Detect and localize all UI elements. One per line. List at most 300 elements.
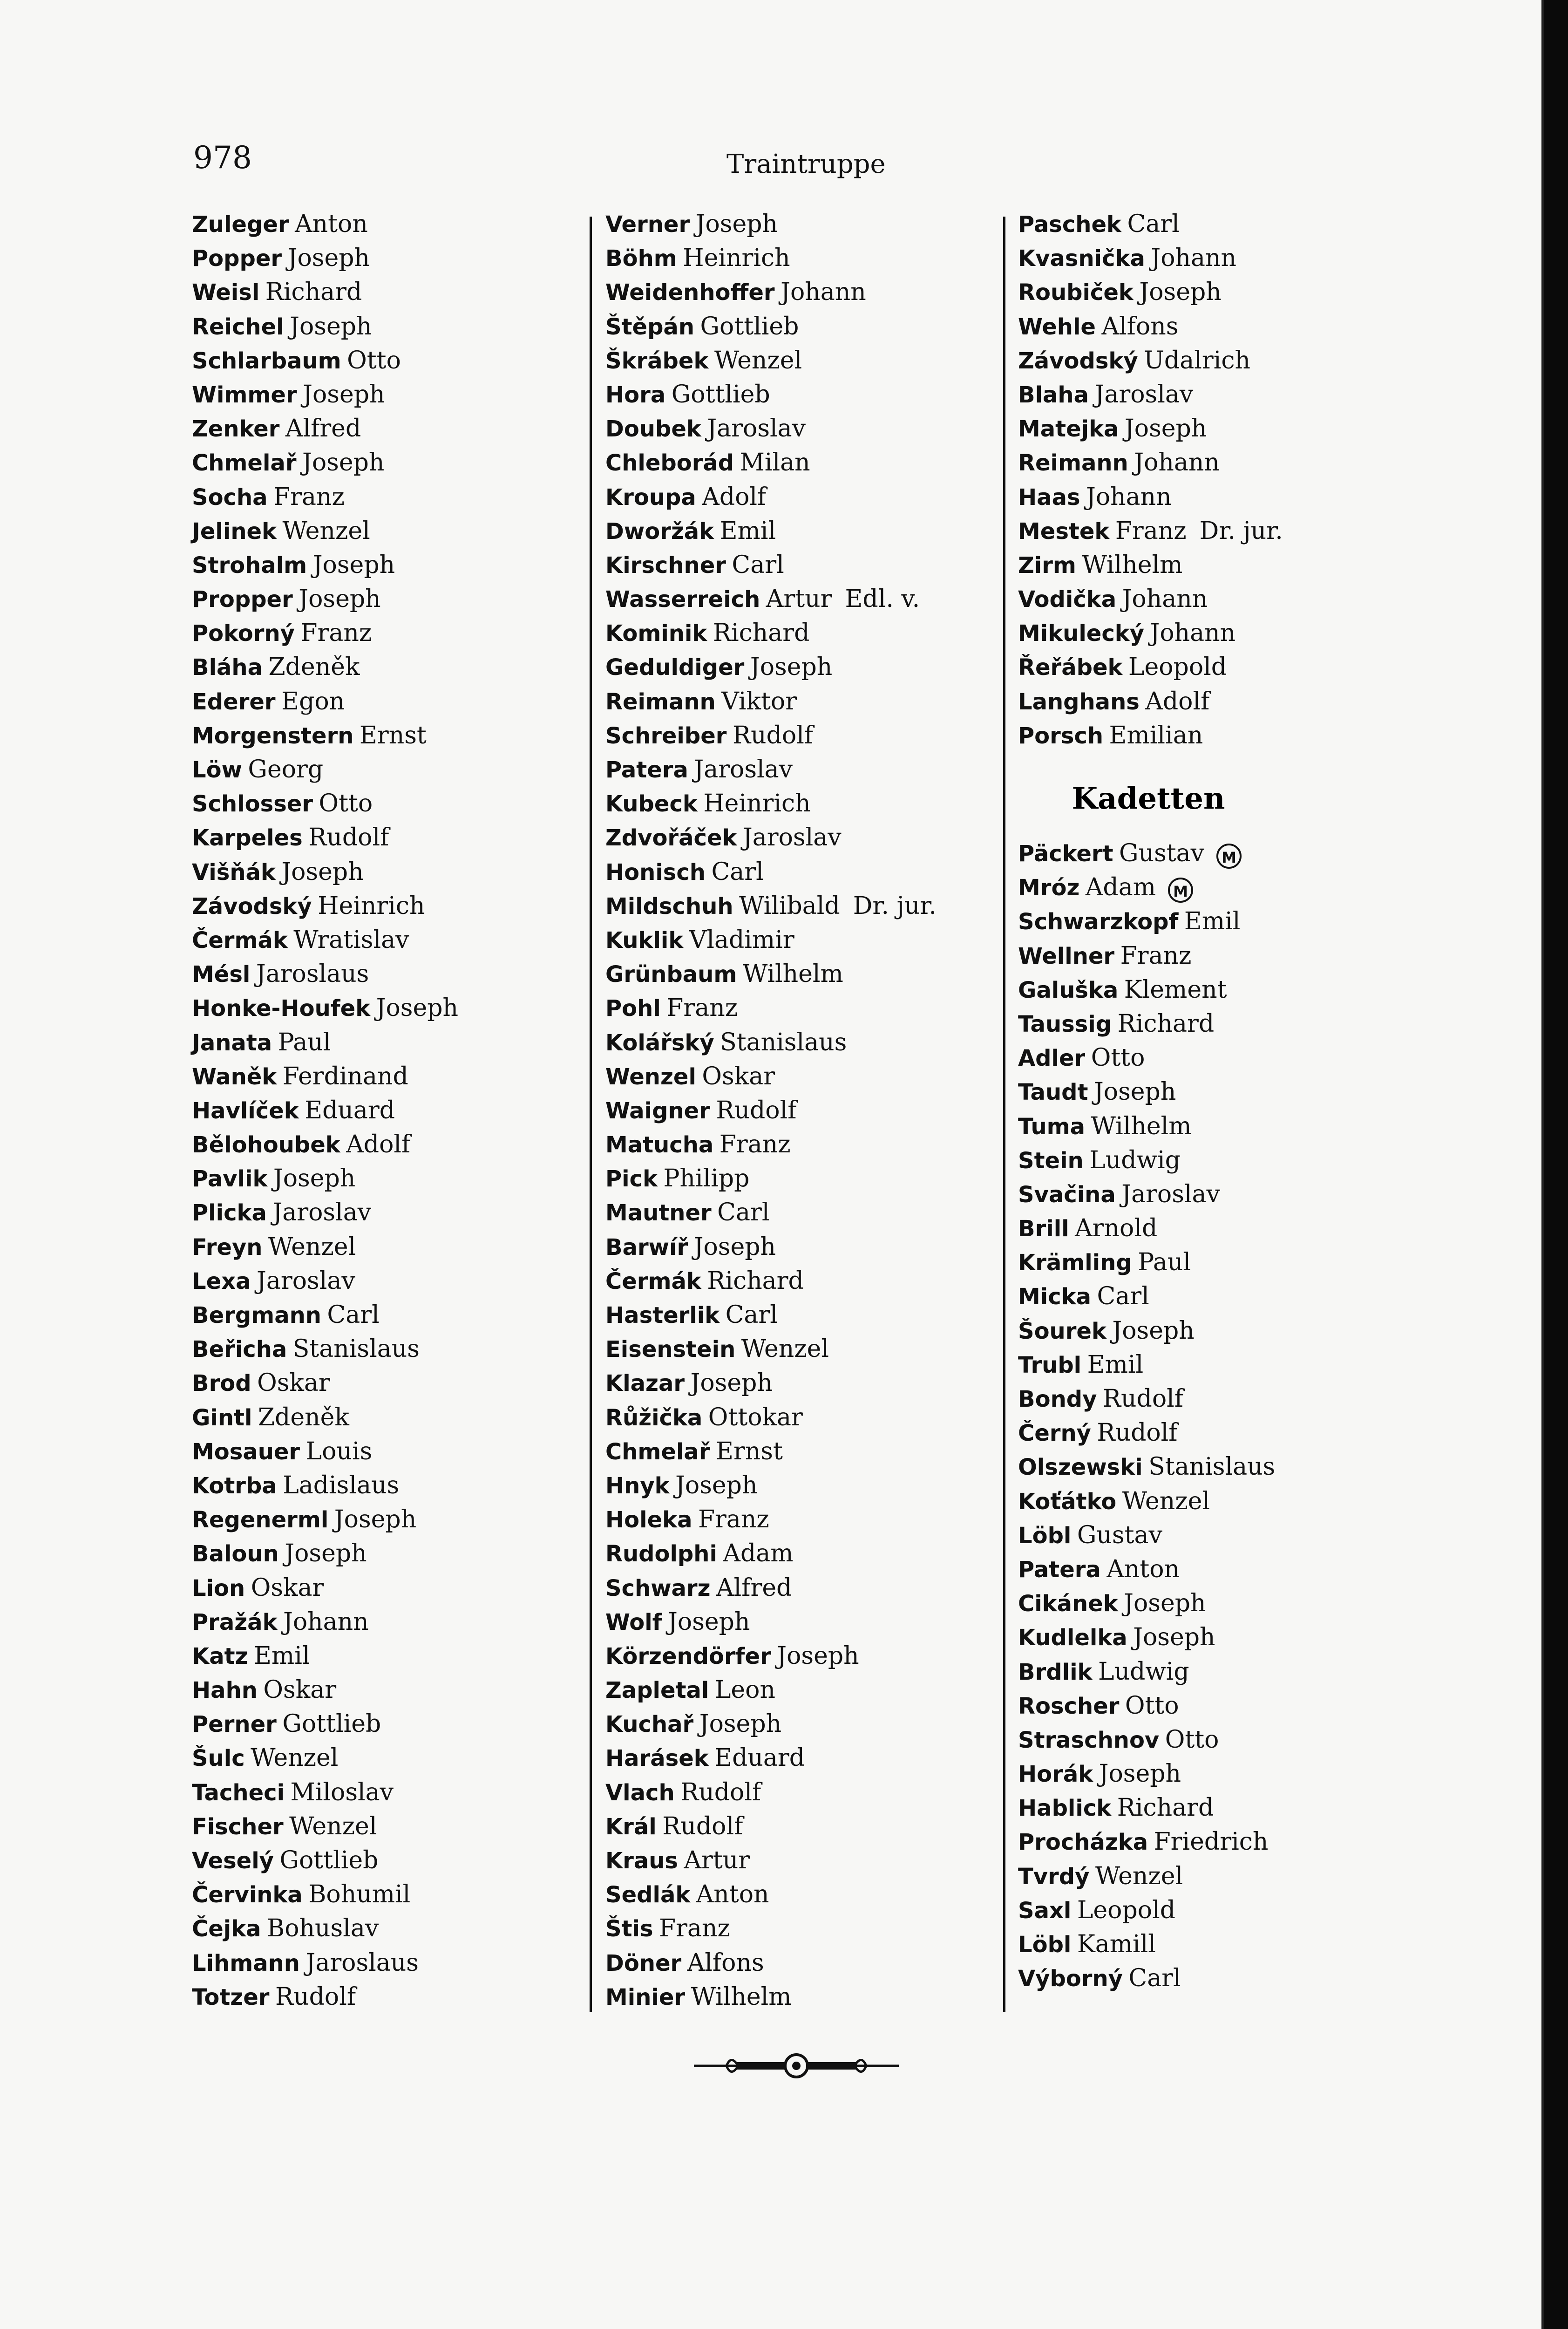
surname: Havlíček <box>192 1097 299 1124</box>
surname: Kvasnička <box>1018 245 1145 272</box>
surname: Waigner <box>605 1097 710 1124</box>
given-name: Ernst <box>359 721 427 749</box>
given-name: Joseph <box>777 1641 859 1670</box>
name-entry <box>192 719 564 753</box>
surname: Haas <box>1018 484 1080 511</box>
given-name: Joseph <box>1093 1078 1176 1106</box>
surname: Svačina <box>1018 1181 1116 1208</box>
name-entry <box>605 1128 992 1162</box>
surname: Kudlelka <box>1018 1625 1127 1651</box>
name-entry <box>605 1230 992 1264</box>
surname: Chleborád <box>605 450 734 477</box>
name-entry <box>605 1571 992 1605</box>
name-entry <box>605 1844 992 1878</box>
name-entry <box>1018 1110 1437 1144</box>
surname: Langhans <box>1018 688 1140 715</box>
name-entry <box>192 1162 564 1196</box>
section-heading: Kadetten <box>1072 781 1225 816</box>
name-entry <box>192 1707 564 1741</box>
name-entry <box>605 1026 992 1060</box>
given-name: Rudolf <box>1097 1419 1178 1447</box>
given-name: Udalrich <box>1144 346 1250 375</box>
surname: Grünbaum <box>605 961 737 988</box>
surname: Wehle <box>1018 313 1096 340</box>
surname: Stein <box>1018 1147 1084 1174</box>
given-name: Joseph <box>303 380 385 409</box>
given-name: Ladislaus <box>283 1471 400 1499</box>
name-entry <box>605 1264 992 1298</box>
given-name: Joseph <box>376 994 458 1022</box>
surname: Schreiber <box>605 722 727 749</box>
given-name: Joseph <box>285 1539 367 1568</box>
name-entry <box>192 1230 564 1264</box>
given-name: Kamill <box>1077 1930 1156 1958</box>
name-entry <box>192 685 564 719</box>
given-name: Gustav <box>1119 839 1205 867</box>
given-name: Philipp <box>663 1164 750 1193</box>
surname: Zenker <box>192 416 280 443</box>
given-name: Otto <box>1091 1044 1145 1072</box>
surname: Mestek <box>1018 518 1110 545</box>
surname: Hablick <box>1018 1795 1112 1822</box>
title-suffix: Dr. jur. <box>1199 517 1283 545</box>
surname: Böhm <box>605 245 677 272</box>
given-name: Carl <box>327 1301 380 1329</box>
name-entry <box>192 1060 564 1094</box>
surname: Blaha <box>1018 381 1089 408</box>
surname: Matejka <box>1018 416 1119 443</box>
surname: Porsch <box>1018 722 1104 749</box>
given-name: Leopold <box>1128 653 1227 681</box>
surname: Hnyk <box>605 1472 670 1499</box>
name-entry <box>1018 1450 1437 1484</box>
given-name: Anton <box>696 1880 769 1909</box>
given-name: Rudolf <box>680 1778 761 1806</box>
given-name: Joseph <box>1133 1623 1215 1652</box>
given-name: Otto <box>347 346 401 375</box>
given-name: Wenzel <box>741 1335 829 1363</box>
given-name: Wilibald <box>739 892 840 920</box>
given-name: Wenzel <box>282 517 370 545</box>
given-name: Artur <box>684 1846 750 1874</box>
given-name: Oskar <box>251 1573 324 1602</box>
surname: Červinka <box>192 1882 303 1908</box>
surname: Chmelař <box>605 1438 710 1465</box>
surname: Plicka <box>192 1200 267 1226</box>
surname: Cikánek <box>1018 1591 1118 1617</box>
surname: Geduldiger <box>605 654 745 681</box>
surname: Micka <box>1018 1284 1091 1310</box>
given-name: Rudolf <box>662 1812 743 1840</box>
name-entry <box>1018 1791 1437 1825</box>
surname: Mikulecký <box>1018 620 1144 647</box>
name-entry <box>605 241 992 275</box>
given-name: Carl <box>725 1301 778 1329</box>
given-name: Eduard <box>714 1744 805 1772</box>
given-name: Rudolf <box>308 824 389 852</box>
name-entry <box>605 1435 992 1469</box>
given-name: Franz <box>719 1130 791 1159</box>
given-name: Richard <box>1117 1009 1215 1038</box>
name-entry <box>1018 582 1437 616</box>
surname: Löbl <box>1018 1932 1072 1958</box>
surname: Chmelař <box>192 450 297 477</box>
given-name: Joseph <box>1112 1316 1195 1345</box>
name-entry <box>605 1741 992 1775</box>
name-entry <box>1018 1280 1437 1314</box>
given-name: Joseph <box>668 1607 750 1636</box>
given-name: Franz <box>659 1914 730 1943</box>
name-entry <box>1018 1927 1437 1961</box>
given-name: Otto <box>1125 1691 1179 1720</box>
given-name: Wenzel <box>251 1744 339 1772</box>
name-column-2 <box>605 207 992 2014</box>
given-name: Johann <box>781 278 866 306</box>
name-entry <box>1018 1007 1437 1041</box>
name-entry <box>192 1571 564 1605</box>
given-name: Wenzel <box>714 346 802 375</box>
surname: Pavlik <box>192 1166 268 1192</box>
given-name: Ottokar <box>708 1403 803 1431</box>
given-name: Alfons <box>687 1948 764 1977</box>
name-entry <box>1018 719 1437 753</box>
surname: Kominik <box>605 620 707 647</box>
name-entry <box>605 991 992 1025</box>
name-entry <box>192 514 564 548</box>
name-entry <box>605 480 992 514</box>
surname: Wasserreich <box>605 586 760 613</box>
name-entry <box>605 1401 992 1435</box>
given-name: Johann <box>1122 585 1208 613</box>
given-name: Franz <box>1120 941 1192 970</box>
surname: Schlarbaum <box>192 347 341 374</box>
surname: Baloun <box>192 1541 279 1567</box>
surname: Horák <box>1018 1761 1093 1788</box>
given-name: Stanislaus <box>720 1028 847 1056</box>
surname: Zdvořáček <box>605 825 737 851</box>
given-name: Franz <box>300 619 372 647</box>
name-entry <box>1018 480 1437 514</box>
page-number: 978 <box>193 140 252 176</box>
name-entry <box>605 1946 992 1980</box>
name-entry <box>1018 1212 1437 1246</box>
name-entry <box>605 855 992 889</box>
given-name: Egon <box>281 687 345 715</box>
surname: Závodský <box>192 893 312 919</box>
given-name: Joseph <box>299 585 381 613</box>
name-entry <box>1018 1485 1437 1519</box>
given-name: Heinrich <box>683 244 790 272</box>
name-entry <box>192 548 564 582</box>
given-name: Georg <box>248 756 324 783</box>
given-name: Adam <box>723 1539 794 1568</box>
name-entry <box>192 1298 564 1332</box>
surname: Karpeles <box>192 825 303 851</box>
surname: Krämling <box>1018 1250 1132 1276</box>
surname: Päckert <box>1018 841 1113 867</box>
name-entry <box>1018 1553 1437 1587</box>
given-name: Joseph <box>690 1369 773 1397</box>
given-name: Alfred <box>285 415 361 443</box>
surname: Perner <box>192 1711 277 1738</box>
given-name: Joseph <box>693 1233 776 1261</box>
given-name: Jaroslaus <box>305 1948 419 1977</box>
name-entry <box>192 480 564 514</box>
surname: Holeka <box>605 1507 692 1533</box>
circled-m-icon: M <box>1168 878 1193 903</box>
given-name: Joseph <box>287 244 370 272</box>
name-entry <box>605 1605 992 1639</box>
name-entry <box>605 1776 992 1810</box>
name-entry <box>192 582 564 616</box>
name-entry <box>1018 939 1437 973</box>
name-entry <box>192 1980 564 2014</box>
surname: Zuleger <box>192 211 289 238</box>
given-name: Otto <box>1165 1725 1219 1754</box>
name-entry <box>192 991 564 1025</box>
name-entry <box>605 582 992 616</box>
surname: Galuška <box>1018 977 1119 1003</box>
surname: Lexa <box>192 1268 251 1294</box>
surname: Reichel <box>192 313 284 340</box>
given-name: Miloslav <box>290 1778 394 1806</box>
name-entry <box>192 1264 564 1298</box>
surname: Strohalm <box>192 552 307 579</box>
name-entry <box>1018 446 1437 480</box>
name-entry <box>1018 1825 1437 1859</box>
given-name: Wilhelm <box>1082 551 1183 579</box>
given-name: Emil <box>1184 907 1241 936</box>
title-suffix: Edl. v. <box>845 585 920 613</box>
name-entry <box>605 275 992 309</box>
given-name: Leon <box>714 1676 775 1704</box>
circled-m-icon: M <box>1216 844 1242 869</box>
surname: Vlach <box>605 1779 675 1806</box>
given-name: Friedrich <box>1154 1828 1269 1856</box>
surname: Katz <box>192 1643 248 1669</box>
given-name: Ludwig <box>1098 1657 1189 1686</box>
name-entry <box>605 889 992 923</box>
surname: Hora <box>605 381 666 408</box>
given-name: Joseph <box>302 449 385 477</box>
given-name: Wenzel <box>268 1233 356 1261</box>
given-name: Johann <box>1151 244 1236 272</box>
surname: Roscher <box>1018 1693 1120 1719</box>
surname: Tvrdý <box>1018 1863 1090 1890</box>
surname: Lihmann <box>192 1950 300 1976</box>
given-name: Johann <box>283 1607 369 1636</box>
name-entry <box>192 1366 564 1400</box>
given-name: Alfred <box>716 1573 792 1602</box>
given-name: Carl <box>732 551 784 579</box>
name-entry <box>192 1844 564 1878</box>
given-name: Richard <box>707 1267 804 1295</box>
name-entry <box>192 1026 564 1060</box>
surname: Paschek <box>1018 211 1121 238</box>
surname: Klazar <box>605 1370 685 1397</box>
surname: Růžička <box>605 1404 703 1431</box>
surname: Sedlák <box>605 1882 691 1908</box>
given-name: Joseph <box>290 312 372 340</box>
surname: Schlosser <box>192 791 313 817</box>
name-entry <box>605 1878 992 1912</box>
name-entry <box>605 1912 992 1946</box>
name-entry <box>1018 310 1437 344</box>
name-entry <box>192 1503 564 1537</box>
name-entry <box>1018 1348 1437 1382</box>
given-name: Vladimir <box>689 926 794 954</box>
surname: Patera <box>1018 1556 1101 1583</box>
name-entry <box>605 616 992 650</box>
name-entry <box>605 1094 992 1128</box>
given-name: Wilhelm <box>1091 1112 1192 1140</box>
name-column-1 <box>192 207 564 2014</box>
name-entry <box>192 753 564 787</box>
given-name: Joseph <box>1139 278 1222 306</box>
ornament-divider <box>694 2050 899 2082</box>
name-entry <box>605 344 992 378</box>
surname: Vodička <box>1018 586 1117 613</box>
name-entry <box>1018 1178 1437 1212</box>
surname: Koťátko <box>1018 1488 1117 1515</box>
name-entry <box>605 1673 992 1707</box>
given-name: Eduard <box>305 1096 395 1124</box>
surname: Kroupa <box>605 484 696 511</box>
surname: Brdlik <box>1018 1659 1093 1685</box>
surname: Weisl <box>192 279 260 306</box>
surname: Jelinek <box>192 518 277 545</box>
given-name: Rudolf <box>275 1982 356 2011</box>
surname: Kolářský <box>605 1029 714 1056</box>
given-name: Ferdinand <box>282 1062 408 1090</box>
name-entry <box>192 378 564 412</box>
surname: Višňák <box>192 859 276 885</box>
name-entry <box>605 1298 992 1332</box>
given-name: Franz <box>698 1505 769 1534</box>
given-name: Ludwig <box>1089 1146 1181 1174</box>
surname: Honke-Houfek <box>192 995 371 1022</box>
column-rule <box>1003 217 1005 2012</box>
surname: Kraus <box>605 1848 678 1874</box>
given-name: Joseph <box>1124 1589 1206 1618</box>
given-name: Zdeněk <box>268 653 360 681</box>
given-name: Johann <box>1150 619 1236 647</box>
surname: Král <box>605 1813 657 1840</box>
name-entry <box>192 1912 564 1946</box>
name-entry <box>605 1980 992 2014</box>
surname: Harásek <box>605 1745 709 1772</box>
surname: Döner <box>605 1950 682 1976</box>
surname: Závodský <box>1018 347 1138 374</box>
name-entry <box>192 446 564 480</box>
name-entry <box>605 412 992 446</box>
name-entry <box>192 1401 564 1435</box>
given-name: Johann <box>1086 483 1172 511</box>
surname: Brill <box>1018 1216 1069 1242</box>
given-name: Joseph <box>1124 415 1207 443</box>
surname: Pražák <box>192 1609 278 1635</box>
name-entry <box>1018 1621 1437 1655</box>
name-entry <box>192 412 564 446</box>
name-entry <box>605 1162 992 1196</box>
given-name: Franz <box>666 994 738 1022</box>
surname: Dworžák <box>605 518 714 545</box>
name-entry <box>192 344 564 378</box>
name-entry <box>192 1332 564 1366</box>
surname: Čejka <box>192 1916 261 1942</box>
surname: Matucha <box>605 1132 714 1158</box>
name-entry <box>605 207 992 241</box>
surname: Verner <box>605 211 690 238</box>
name-entry <box>1018 1689 1437 1723</box>
name-entry <box>1018 207 1437 241</box>
name-entry <box>605 1366 992 1400</box>
given-name: Franz <box>1115 517 1187 545</box>
surname: Bláha <box>192 654 263 681</box>
name-entry <box>192 650 564 684</box>
given-name: Wilhelm <box>742 960 843 988</box>
name-entry <box>1018 685 1437 719</box>
surname: Mróz <box>1018 875 1080 901</box>
surname: Bergmann <box>192 1302 321 1328</box>
surname: Procházka <box>1018 1829 1148 1856</box>
name-entry <box>605 1810 992 1844</box>
surname: Hasterlik <box>605 1302 720 1328</box>
given-name: Zdeněk <box>258 1403 349 1431</box>
given-name: Franz <box>273 483 345 511</box>
surname: Wellner <box>1018 943 1115 969</box>
surname: Honisch <box>605 859 706 885</box>
given-name: Oskar <box>702 1062 775 1090</box>
surname: Waněk <box>192 1063 277 1090</box>
name-entry <box>192 923 564 957</box>
surname: Zapletal <box>605 1677 709 1704</box>
name-entry <box>192 787 564 821</box>
name-entry <box>1018 514 1437 548</box>
title-suffix: Dr. jur. <box>853 892 937 920</box>
given-name: Wilhelm <box>691 1982 792 2011</box>
surname: Löw <box>192 757 242 783</box>
name-entry <box>1018 1246 1437 1280</box>
name-entry <box>1018 871 1437 905</box>
surname: Morgenstern <box>192 722 354 749</box>
surname: Škrábek <box>605 347 709 374</box>
surname: Roubiček <box>1018 279 1134 306</box>
name-entry <box>192 821 564 855</box>
name-entry <box>1018 1723 1437 1757</box>
name-entry <box>605 1060 992 1094</box>
given-name: Joseph <box>281 858 364 886</box>
surname: Olszewski <box>1018 1454 1143 1481</box>
surname: Mautner <box>605 1200 712 1226</box>
surname: Mésl <box>192 961 251 988</box>
surname: Čermák <box>605 1268 701 1294</box>
name-entry <box>1018 1075 1437 1109</box>
surname: Bělohoubek <box>192 1132 340 1158</box>
given-name: Leopold <box>1077 1896 1175 1924</box>
given-name: Heinrich <box>318 892 425 920</box>
given-name: Gottlieb <box>279 1846 379 1874</box>
name-entry <box>192 1605 564 1639</box>
name-entry <box>1018 1859 1437 1893</box>
given-name: Jaroslav <box>1121 1180 1220 1208</box>
name-entry <box>1018 837 1437 871</box>
given-name: Louis <box>305 1437 373 1465</box>
given-name: Jaroslav <box>1094 380 1194 409</box>
name-entry <box>1018 905 1437 939</box>
name-entry <box>605 957 992 991</box>
given-name: Bohuslav <box>267 1914 379 1943</box>
